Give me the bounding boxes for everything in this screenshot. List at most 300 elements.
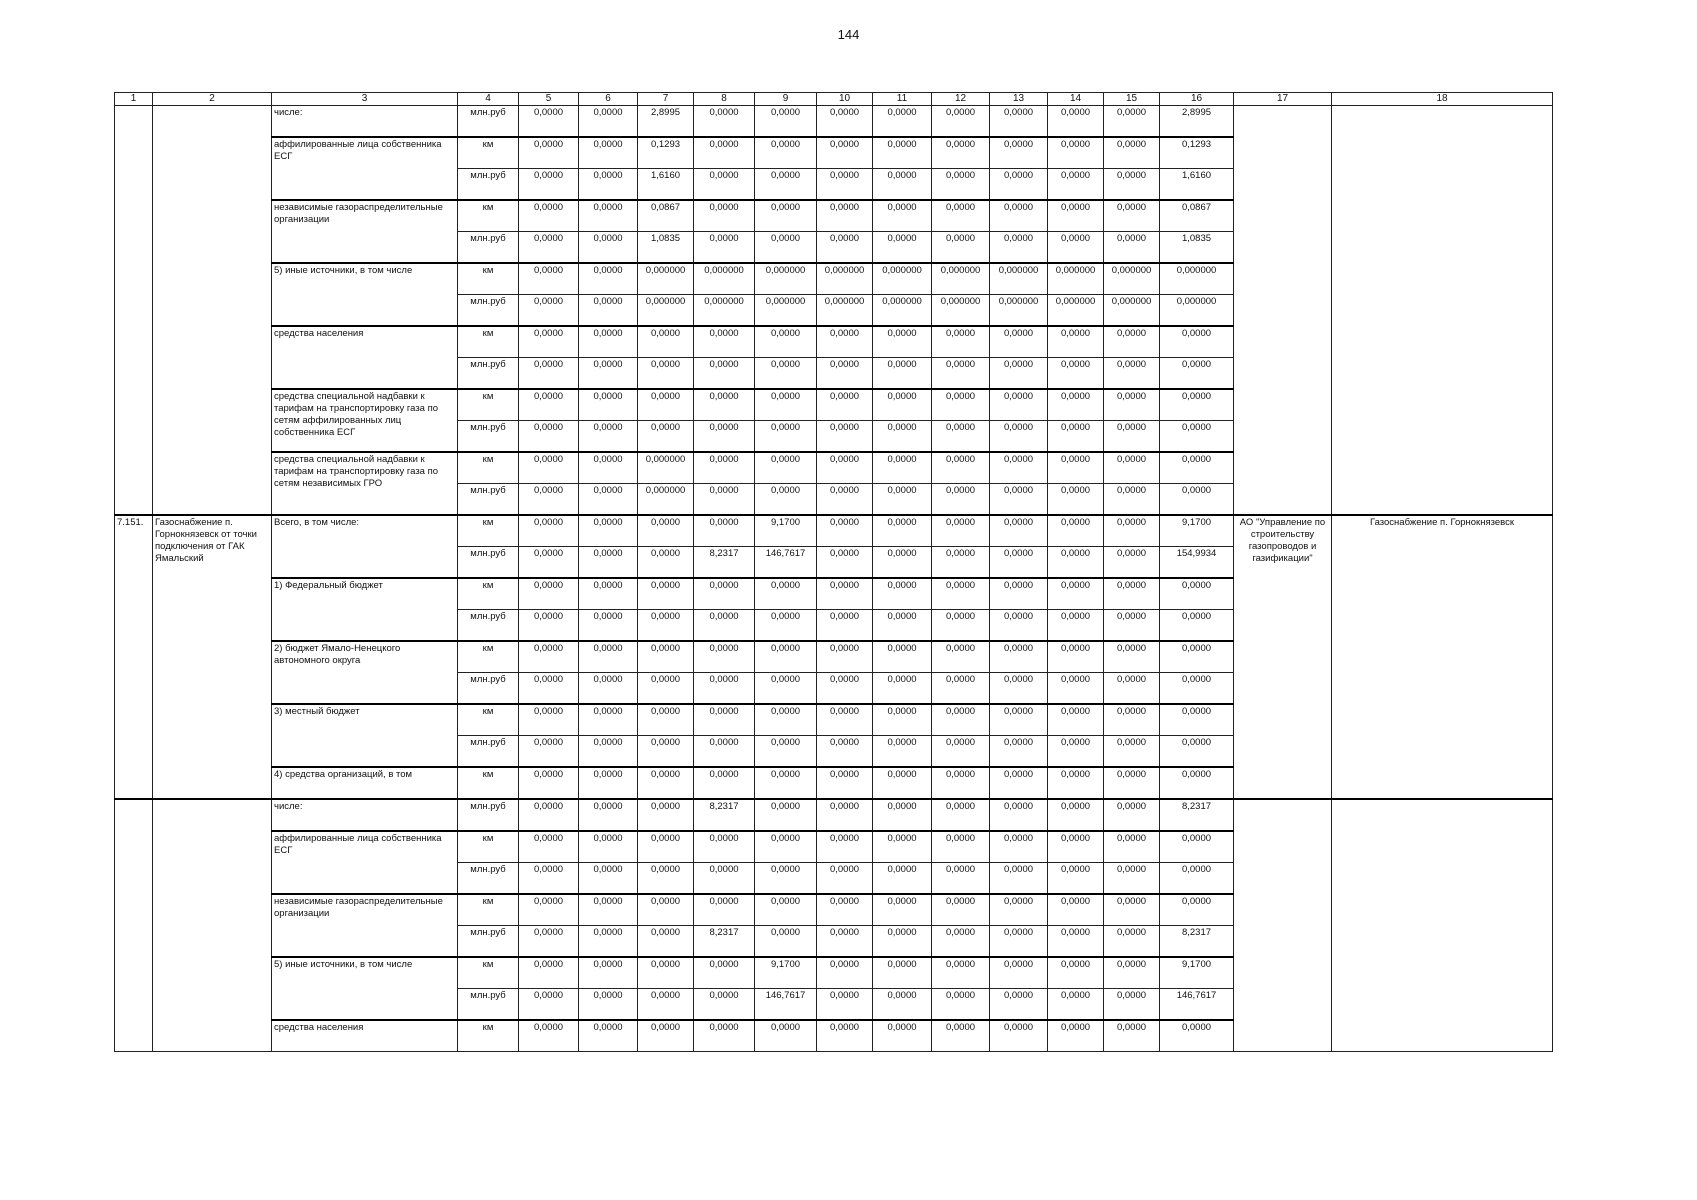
value-cell: 0,0000 [755,894,817,926]
value-cell: 0,0000 [1104,1020,1160,1052]
executor-cell: АО "Управление по строительству газопроводов и газификации" [1234,515,1332,799]
column-header: 8 [694,93,755,106]
value-cell: 0,0000 [932,547,990,579]
unit-cell: км [458,957,519,989]
value-cell: 0,0000 [519,232,579,264]
value-cell: 0,0000 [519,389,579,421]
value-cell: 0,0000 [694,421,755,453]
value-cell: 0,0000 [1104,957,1160,989]
value-cell: 0,000000 [873,295,932,327]
value-cell: 0,0000 [579,326,638,358]
column-header: 16 [1160,93,1234,106]
value-cell: 0,0000 [990,957,1048,989]
value-cell: 0,0000 [694,389,755,421]
value-cell: 0,0000 [990,106,1048,138]
value-cell: 0,000000 [990,263,1048,295]
funding-source-label: 3) местный бюджет [272,704,458,767]
value-cell: 0,0000 [932,358,990,390]
value-cell: 0,0000 [638,736,694,768]
value-cell: 0,0000 [932,106,990,138]
value-cell: 0,0000 [638,799,694,831]
value-cell: 0,000000 [638,295,694,327]
unit-cell: км [458,641,519,673]
value-cell: 0,0000 [873,673,932,705]
value-cell: 0,0000 [1048,831,1104,863]
value-cell: 0,0000 [1104,106,1160,138]
value-cell: 0,0000 [932,610,990,642]
value-cell: 0,0000 [694,767,755,799]
value-cell: 0,0000 [755,736,817,768]
value-cell: 0,0000 [873,515,932,547]
value-cell: 0,0000 [638,989,694,1021]
value-cell: 0,0000 [817,547,873,579]
value-cell: 0,0000 [638,926,694,958]
value-cell: 0,0000 [1160,452,1234,484]
value-cell: 0,0000 [990,704,1048,736]
unit-cell: млн.руб [458,358,519,390]
unit-cell: км [458,1020,519,1052]
value-cell: 0,000000 [755,263,817,295]
value-cell: 0,0000 [817,389,873,421]
value-cell: 0,000000 [817,263,873,295]
value-cell: 0,000000 [932,295,990,327]
column-header: 14 [1048,93,1104,106]
value-cell: 0,0000 [817,578,873,610]
value-cell: 0,0000 [755,389,817,421]
value-cell: 0,0000 [694,1020,755,1052]
table-row [115,515,1553,547]
value-cell: 0,0000 [694,137,755,169]
value-cell: 0,0000 [1104,452,1160,484]
value-cell: 0,0000 [817,232,873,264]
value-cell: 0,000000 [1048,263,1104,295]
value-cell: 0,0000 [579,736,638,768]
value-cell: 0,0000 [519,799,579,831]
value-cell: 0,0000 [873,232,932,264]
value-cell: 0,0000 [1104,641,1160,673]
value-cell: 0,0000 [1048,106,1104,138]
table-row [115,106,1553,138]
funding-source-label: средства населения [272,326,458,389]
column-header: 10 [817,93,873,106]
table-row [115,799,1553,831]
value-cell: 0,0867 [1160,200,1234,232]
value-cell: 0,0000 [519,200,579,232]
value-cell: 0,0000 [638,894,694,926]
value-cell: 0,0000 [873,578,932,610]
value-cell: 0,0000 [990,894,1048,926]
value-cell: 0,0000 [932,421,990,453]
value-cell: 0,0000 [990,767,1048,799]
value-cell: 0,0000 [1104,894,1160,926]
funding-source-label: средства специальной надбавки к тарифам на транспортировку газа по сетям аффилированных лиц собственника ЕСГ [272,389,458,452]
value-cell: 0,0000 [579,200,638,232]
unit-cell: млн.руб [458,547,519,579]
value-cell: 0,0000 [1048,736,1104,768]
value-cell: 0,0000 [990,736,1048,768]
value-cell: 0,0000 [873,926,932,958]
value-cell: 0,0000 [817,926,873,958]
value-cell: 0,0000 [579,957,638,989]
value-cell: 0,0000 [579,767,638,799]
value-cell: 0,0000 [579,452,638,484]
unit-cell: км [458,389,519,421]
value-cell: 0,0000 [1048,926,1104,958]
value-cell: 0,0000 [694,736,755,768]
value-cell: 9,1700 [1160,515,1234,547]
value-cell: 0,0000 [932,957,990,989]
unit-cell: км [458,578,519,610]
value-cell: 0,0000 [1104,200,1160,232]
value-cell: 0,0000 [817,358,873,390]
value-cell: 0,0000 [817,421,873,453]
value-cell: 0,0000 [817,989,873,1021]
value-cell: 0,0000 [1104,326,1160,358]
value-cell: 0,0000 [1104,358,1160,390]
value-cell: 0,0000 [579,894,638,926]
value-cell: 0,0000 [579,484,638,516]
unit-cell: млн.руб [458,484,519,516]
value-cell: 0,0000 [579,1020,638,1052]
value-cell: 0,0000 [1048,989,1104,1021]
value-cell: 0,0000 [755,831,817,863]
unit-cell: км [458,326,519,358]
value-cell: 0,0000 [755,673,817,705]
value-cell: 0,0000 [579,421,638,453]
value-cell: 0,0000 [755,1020,817,1052]
value-cell: 0,0000 [1104,926,1160,958]
unit-cell: млн.руб [458,106,519,138]
value-cell: 0,0000 [990,169,1048,201]
value-cell: 0,0000 [932,641,990,673]
value-cell: 0,0000 [579,547,638,579]
value-cell: 0,0000 [579,358,638,390]
value-cell: 0,0000 [579,704,638,736]
value-cell: 0,0000 [1104,673,1160,705]
item-name-cell: Газоснабжение п. Горнокнязевск от точки подключения от ГАК Ямальский [153,515,272,799]
value-cell: 0,0000 [817,767,873,799]
value-cell: 0,0000 [579,578,638,610]
value-cell: 0,0000 [694,578,755,610]
value-cell: 0,0000 [932,799,990,831]
value-cell: 0,0000 [579,137,638,169]
value-cell: 0,0000 [817,799,873,831]
value-cell: 0,0000 [1048,673,1104,705]
value-cell: 0,0000 [579,641,638,673]
value-cell: 0,000000 [1160,295,1234,327]
funding-source-label: 1) Федеральный бюджет [272,578,458,641]
table-body [115,106,1553,1052]
value-cell: 0,0000 [519,673,579,705]
item-number-cell [115,106,153,516]
value-cell: 0,0000 [519,295,579,327]
value-cell: 0,0000 [1160,326,1234,358]
value-cell: 0,0000 [755,863,817,895]
value-cell: 0,0000 [755,578,817,610]
value-cell: 0,0000 [990,389,1048,421]
unit-cell: км [458,831,519,863]
value-cell: 9,1700 [755,957,817,989]
value-cell: 0,0000 [638,326,694,358]
value-cell: 0,000000 [817,295,873,327]
value-cell: 0,0000 [1104,547,1160,579]
value-cell: 0,000000 [694,295,755,327]
value-cell: 0,0000 [817,894,873,926]
value-cell: 0,0000 [519,767,579,799]
value-cell: 0,1293 [638,137,694,169]
value-cell: 0,000000 [1160,263,1234,295]
value-cell: 8,2317 [1160,926,1234,958]
value-cell: 0,0000 [1048,1020,1104,1052]
unit-cell: млн.руб [458,169,519,201]
value-cell: 0,0000 [817,515,873,547]
value-cell: 0,0000 [694,704,755,736]
value-cell: 0,0000 [932,169,990,201]
value-cell: 0,0000 [1048,704,1104,736]
value-cell: 0,0000 [932,484,990,516]
column-header: 17 [1234,93,1332,106]
value-cell: 0,0000 [873,484,932,516]
value-cell: 0,0000 [694,232,755,264]
unit-cell: млн.руб [458,610,519,642]
value-cell: 0,0000 [1104,831,1160,863]
value-cell: 0,0000 [932,704,990,736]
value-cell: 0,0000 [755,169,817,201]
value-cell: 0,0000 [1104,578,1160,610]
value-cell: 0,0000 [817,452,873,484]
value-cell: 0,0000 [990,515,1048,547]
funding-source-label: независимые газораспределительные организации [272,200,458,263]
value-cell: 146,7617 [1160,989,1234,1021]
value-cell: 0,0000 [1104,767,1160,799]
value-cell: 0,0000 [638,610,694,642]
value-cell: 0,0000 [1104,863,1160,895]
column-header: 5 [519,93,579,106]
value-cell: 0,0000 [694,641,755,673]
value-cell: 0,0000 [873,799,932,831]
value-cell: 0,0000 [990,484,1048,516]
unit-cell: млн.руб [458,295,519,327]
value-cell: 0,0000 [519,863,579,895]
value-cell: 0,1293 [1160,137,1234,169]
value-cell: 0,0000 [694,200,755,232]
value-cell: 0,0000 [579,295,638,327]
value-cell: 0,0000 [873,989,932,1021]
value-cell: 0,0000 [1048,326,1104,358]
value-cell: 0,0000 [817,863,873,895]
value-cell: 0,0000 [1104,989,1160,1021]
value-cell: 0,0000 [990,547,1048,579]
value-cell: 0,0000 [519,106,579,138]
value-cell: 0,0000 [755,767,817,799]
value-cell: 0,000000 [873,263,932,295]
value-cell: 0,0000 [990,926,1048,958]
value-cell: 146,7617 [755,547,817,579]
value-cell: 0,0000 [638,957,694,989]
value-cell: 0,0000 [694,610,755,642]
value-cell: 0,0000 [579,863,638,895]
value-cell: 0,0000 [1048,610,1104,642]
value-cell: 0,0000 [755,200,817,232]
value-cell: 0,0000 [990,799,1048,831]
value-cell: 0,0000 [932,926,990,958]
value-cell: 0,0000 [694,673,755,705]
value-cell: 0,0000 [990,452,1048,484]
value-cell: 0,0000 [755,326,817,358]
value-cell: 0,000000 [638,263,694,295]
value-cell: 0,0000 [817,106,873,138]
value-cell: 0,000000 [1104,263,1160,295]
value-cell: 0,0000 [755,926,817,958]
value-cell: 0,0000 [579,389,638,421]
value-cell: 0,0000 [519,894,579,926]
value-cell: 0,0000 [755,137,817,169]
value-cell: 0,0000 [873,736,932,768]
value-cell: 0,0000 [694,894,755,926]
value-cell: 0,000000 [638,452,694,484]
value-cell: 0,000000 [1104,295,1160,327]
value-cell: 0,0000 [519,169,579,201]
item-name-cell [153,106,272,516]
value-cell: 0,0000 [638,421,694,453]
value-cell: 0,0000 [932,767,990,799]
value-cell: 0,0000 [1048,200,1104,232]
value-cell: 0,0000 [519,989,579,1021]
value-cell: 0,0000 [1048,137,1104,169]
value-cell: 0,0000 [694,358,755,390]
purpose-cell [1332,799,1553,1052]
value-cell: 0,0000 [579,263,638,295]
value-cell: 0,0000 [932,894,990,926]
funding-source-label: Всего, в том числе: [272,515,458,578]
item-number-cell: 7.151. [115,515,153,799]
unit-cell: млн.руб [458,863,519,895]
value-cell: 0,0000 [990,200,1048,232]
value-cell: 0,0000 [873,894,932,926]
value-cell: 0,0000 [1160,578,1234,610]
value-cell: 0,0000 [990,641,1048,673]
value-cell: 0,0000 [638,547,694,579]
value-cell: 0,0000 [694,106,755,138]
value-cell: 0,0000 [694,515,755,547]
funding-source-label: числе: [272,106,458,138]
value-cell: 0,0000 [638,1020,694,1052]
value-cell: 0,0000 [694,957,755,989]
value-cell: 0,0000 [817,673,873,705]
value-cell: 0,0000 [579,232,638,264]
value-cell: 1,6160 [638,169,694,201]
value-cell: 0,0000 [755,106,817,138]
value-cell: 0,0000 [1104,169,1160,201]
value-cell: 0,0000 [873,641,932,673]
value-cell: 0,0000 [817,200,873,232]
unit-cell: млн.руб [458,673,519,705]
purpose-cell: Газоснабжение п. Горнокнязевск [1332,515,1553,799]
value-cell: 0,0000 [755,421,817,453]
value-cell: 0,0000 [579,610,638,642]
unit-cell: км [458,452,519,484]
value-cell: 154,9934 [1160,547,1234,579]
purpose-cell [1332,106,1553,516]
column-header: 4 [458,93,519,106]
value-cell: 0,0000 [579,989,638,1021]
value-cell: 0,0000 [638,578,694,610]
value-cell: 0,0000 [1104,736,1160,768]
value-cell: 0,0000 [1104,704,1160,736]
value-cell: 0,0000 [755,704,817,736]
value-cell: 0,0000 [873,547,932,579]
value-cell: 0,0000 [519,578,579,610]
value-cell: 0,0000 [1104,515,1160,547]
unit-cell: км [458,137,519,169]
value-cell: 0,0000 [1104,799,1160,831]
value-cell: 0,0000 [755,610,817,642]
value-cell: 0,0000 [932,578,990,610]
funding-source-label: 2) бюджет Ямало-Ненецкого автономного округа [272,641,458,704]
value-cell: 0,0000 [755,452,817,484]
value-cell: 0,0000 [579,831,638,863]
value-cell: 0,0000 [873,106,932,138]
value-cell: 0,0000 [817,326,873,358]
value-cell: 0,0000 [1048,767,1104,799]
value-cell: 0,0000 [1048,452,1104,484]
column-header: 12 [932,93,990,106]
value-cell: 0,0000 [817,169,873,201]
value-cell: 0,0000 [990,1020,1048,1052]
value-cell: 0,0000 [932,389,990,421]
column-header: 18 [1332,93,1553,106]
unit-cell: млн.руб [458,736,519,768]
column-header: 13 [990,93,1048,106]
value-cell: 0,0000 [519,957,579,989]
value-cell: 0,0000 [873,200,932,232]
value-cell: 0,0000 [755,484,817,516]
value-cell: 0,0000 [1048,863,1104,895]
column-header: 9 [755,93,817,106]
value-cell: 0,0000 [1104,484,1160,516]
unit-cell: км [458,894,519,926]
value-cell: 0,0000 [1160,1020,1234,1052]
value-cell: 0,0000 [1048,169,1104,201]
value-cell: 0,0000 [1048,578,1104,610]
value-cell: 1,0835 [1160,232,1234,264]
value-cell: 0,0000 [638,831,694,863]
value-cell: 0,0000 [519,452,579,484]
value-cell: 0,0000 [519,1020,579,1052]
value-cell: 0,0000 [873,326,932,358]
value-cell: 0,0000 [694,169,755,201]
value-cell: 0,0000 [932,232,990,264]
value-cell: 0,0000 [990,137,1048,169]
value-cell: 0,0000 [990,358,1048,390]
value-cell: 0,0867 [638,200,694,232]
value-cell: 0,0000 [755,799,817,831]
value-cell: 0,0000 [873,863,932,895]
funding-source-label: 5) иные источники, в том числе [272,957,458,1020]
value-cell: 1,0835 [638,232,694,264]
value-cell: 0,0000 [638,704,694,736]
value-cell: 0,0000 [1160,863,1234,895]
value-cell: 0,000000 [638,484,694,516]
investment-program-table [114,92,1553,1052]
unit-cell: млн.руб [458,799,519,831]
value-cell: 0,0000 [519,736,579,768]
value-cell: 0,0000 [990,610,1048,642]
funding-source-label: независимые газораспределительные организации [272,894,458,957]
funding-source-label: аффилированные лица собственника ЕСГ [272,137,458,200]
value-cell: 0,0000 [694,831,755,863]
value-cell: 0,0000 [519,926,579,958]
